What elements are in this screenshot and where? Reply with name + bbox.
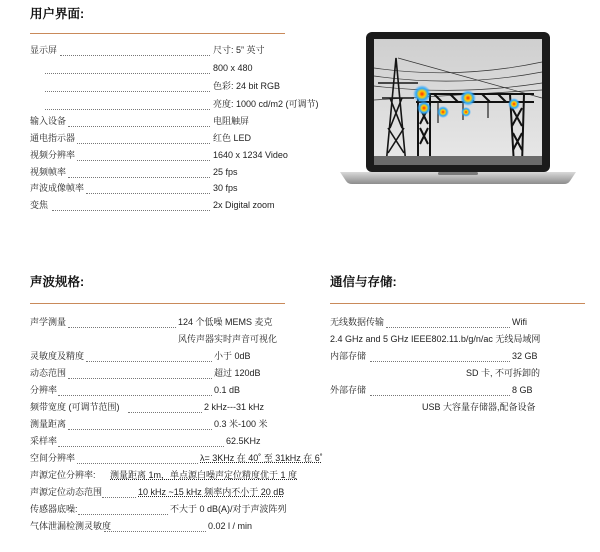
leader-dots (370, 361, 510, 362)
spec-label: 气体泄漏检测灵敏度 (30, 521, 112, 531)
leader-dots (68, 177, 210, 178)
spec-value: 25 fps (213, 167, 238, 177)
spec-label: 外部存储 (330, 385, 367, 395)
spec-value: 10 kHz ~15 kHz 频率内不小于 20 dB (138, 487, 285, 497)
spec-label: 输入设备 (30, 116, 67, 126)
spec-value: 不大于 0 dB(A)/对于声波阵列 (170, 504, 287, 514)
spec-label: 视频帧率 (30, 167, 67, 177)
spec-value: 超过 120dB (214, 368, 261, 378)
spec-value: 8 GB (512, 385, 533, 395)
spec-label: 显示屏 (30, 45, 58, 55)
leader-dots (45, 109, 210, 110)
spec-value: USB 大容量存储器,配备设备 (422, 402, 536, 412)
acoustic-section-title: 声波规格: (30, 275, 85, 289)
spec-label: 声波成像帧率 (30, 183, 85, 193)
spec-value: Wifi (512, 317, 527, 327)
spec-value: 0.3 米-100 米 (214, 419, 268, 429)
leader-dots (52, 210, 210, 211)
leader-dots (77, 143, 210, 144)
leader-dots (128, 412, 202, 413)
leader-dots (68, 429, 212, 430)
leader-dots (45, 91, 210, 92)
spec-label: 分辨率 (30, 385, 58, 395)
leader-dots (370, 395, 510, 396)
leader-dots (78, 514, 168, 515)
leader-dots (45, 73, 210, 74)
spec-label: 测量距离 (30, 419, 67, 429)
spec-value: 32 GB (512, 351, 538, 361)
leader-dots (86, 193, 210, 194)
comm-section-title: 通信与存储: (330, 275, 397, 289)
spec-label: 变焦 (30, 200, 49, 210)
laptop-product-image (338, 28, 578, 186)
leader-dots (60, 55, 210, 56)
spec-label: 传感器底噪: (30, 504, 78, 514)
spec-label: 通电指示器 (30, 133, 76, 143)
spec-label: 声学测量 (30, 317, 67, 327)
spec-value: 亮度: 1000 cd/m2 (可调节) (213, 99, 319, 109)
spec-value: 尺寸: 5” 英寸 (213, 45, 265, 55)
acoustic-section-rule (30, 303, 285, 304)
spec-value: 风传声器实时声音可视化 (178, 334, 278, 344)
spec-value: 2.4 GHz and 5 GHz IEEE802.11.b/g/n/ac 无线局域网 (330, 334, 541, 344)
ui-section-title: 用户界面: (30, 7, 85, 21)
comm-section-rule (330, 303, 585, 304)
leader-dots (77, 160, 210, 161)
spec-value: λ= 3KHz 在 40˚ 至 31kHz 在 6˚ (200, 453, 323, 463)
spec-label: 采样率 (30, 436, 58, 446)
leader-dots (77, 463, 198, 464)
spec-value: 2x Digital zoom (213, 200, 275, 210)
spec-label: 声源定位分辨率: (30, 470, 96, 480)
spec-value: 0.1 dB (214, 385, 241, 395)
spec-label: 灵敏度及精度 (30, 351, 85, 361)
leader-dots (68, 327, 176, 328)
leader-dots (68, 126, 210, 127)
leader-dots (58, 395, 212, 396)
leader-dots (68, 378, 212, 379)
leader-dots (386, 327, 510, 328)
spec-value: 红色 LED (213, 133, 252, 143)
spec-value: 800 x 480 (213, 63, 253, 73)
spec-label: 内部存储 (330, 351, 367, 361)
spec-label: 无线数据传输 (330, 317, 385, 327)
ui-section-rule (30, 33, 285, 34)
spec-label: 视频分辨率 (30, 150, 76, 160)
leader-dots (104, 531, 206, 532)
leader-dots (86, 361, 212, 362)
spec-value: SD 卡, 不可拆卸的 (466, 368, 541, 378)
spec-label: 声源定位动态范围 (30, 487, 103, 497)
leader-dots (58, 446, 224, 447)
spec-value: 1640 x 1234 Video (213, 150, 288, 160)
leader-dots (102, 497, 136, 498)
spec-value: 62.5KHz (226, 436, 261, 446)
spec-value: 电阻触屏 (213, 116, 250, 126)
spec-value: 小于 0dB (214, 351, 251, 361)
spec-label: 频带宽度 (可调节范围) (30, 402, 120, 412)
spec-value: 124 个低噪 MEMS 麦克 (178, 317, 273, 327)
spec-label: 空间分辨率 (30, 453, 76, 463)
spec-value: 2 kHz---31 kHz (204, 402, 265, 412)
spec-value: 测量距离 1m，单点源白噪声定位精度优于 1 度 (110, 470, 298, 480)
spec-value: 30 fps (213, 183, 238, 193)
spec-value: 0.02 l / min (208, 521, 253, 531)
spec-value: 色彩: 24 bit RGB (213, 81, 281, 91)
spec-label: 动态范围 (30, 368, 67, 378)
